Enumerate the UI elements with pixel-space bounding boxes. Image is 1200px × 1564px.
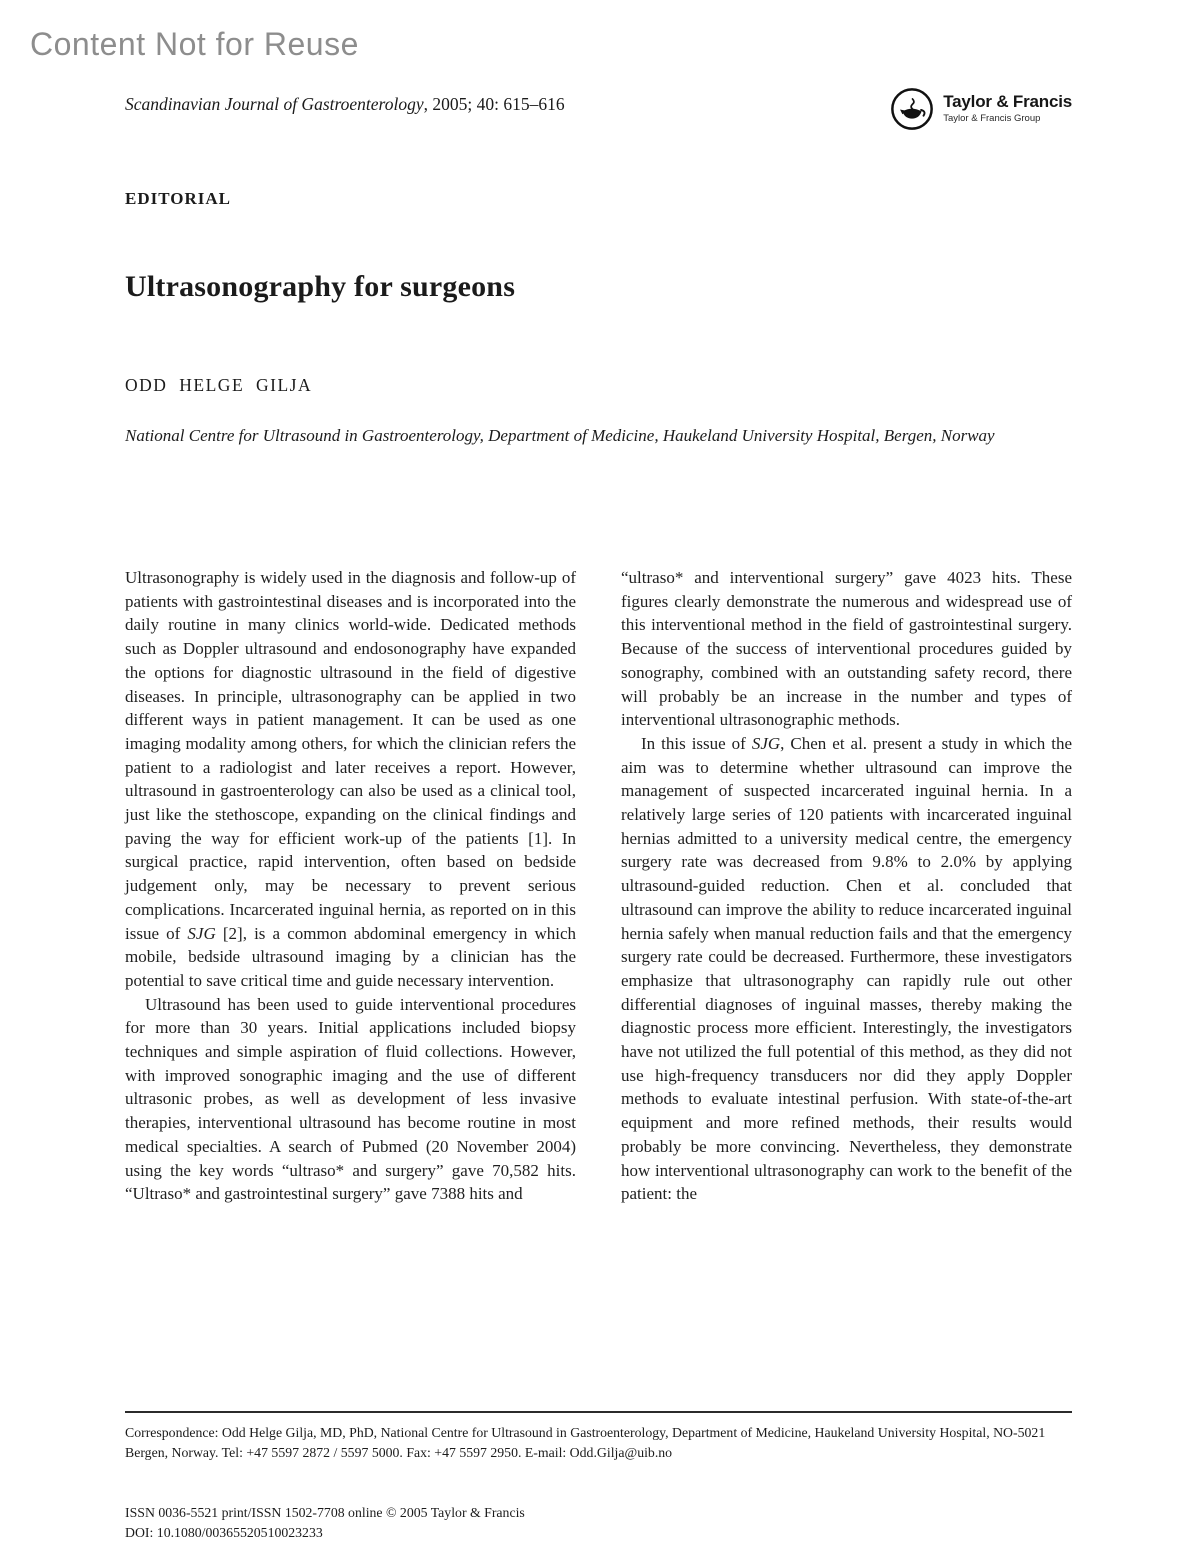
article-paragraph: Ultrasound has been used to guide interventional procedures for more than 30 years. Initial applications included biopsy techniques and simple aspiration of fluid collections. However, with improved sonographic imaging and the use of different ultrasonic probes, as well as development of less invasive therapies, interventional ultrasound has become routine in most medical specialties. A search of Pubmed (20 November 2004) using the key words “ultraso* and surgery” gave 70,582 hits. “Ultraso* and gastrointestinal surgery” gave 7388 hits and <box>125 994 576 1204</box>
taylor-francis-logo <box>889 86 1072 132</box>
author-affiliation: National Centre for Ultrasound in Gastroenterology, Department of Medicine, Haukeland University Hospital, Bergen, Norway <box>125 426 995 445</box>
right-column <box>621 566 1072 1206</box>
left-column <box>125 566 576 1206</box>
section-label: EDITORIAL <box>125 189 231 208</box>
page-header <box>125 86 1072 132</box>
citation-details: , 2005; 40: 615–616 <box>423 94 565 114</box>
publication-identifiers <box>125 1503 525 1543</box>
footnote-divider <box>125 1411 1072 1413</box>
article-paragraph: In this issue of SJG, Chen et al. present a study in which the aim was to determine whether ultrasound can improve the management of suspected incarcerated inguinal hernia. In a relatively large series of 120 patients with incarcerated inguinal hernias admitted to a university medical centre, the emergency surgery rate was decreased from 9.8% to 2.0% by applying ultrasound-guided reduction. Chen et al. concluded that ultrasound can improve the ability to reduce incarcerated inguinal hernia safely when manual reduction fails and that the emergency surgery rate could be decreased. Furthermore, these investigators emphasize that ultrasonography can rapidly rule out other differential diagnoses of inguinal masses, thereby making the diagnostic process more efficient. Interestingly, the investigators have not utilized the full potential of this method, as they did not use high-frequency transducers nor did they apply Doppler methods to evaluate intestinal perfusion. With state-of-the-art equipment and more refined methods, their results would probably be more convincing. Nevertheless, they demonstrate how interventional ultrasonography can work to the benefit of the patient: the <box>621 733 1072 1204</box>
article-paragraph: “ultraso* and interventional surgery” gave 4023 hits. These figures clearly demonstrate the numerous and widespread use of this interventional method in the field of gastrointestinal surgery. Because of the success of interventional procedures guided by sonography, combined with an outstanding safety record, there will probably be an increase in the number and types of interventional ultrasonographic methods. <box>621 568 1072 730</box>
journal-citation <box>125 94 565 115</box>
article-body <box>125 566 1072 1206</box>
doi-line: DOI: 10.1080/00365520510023233 <box>125 1525 323 1540</box>
correspondence-note: Correspondence: Odd Helge Gilja, MD, PhD, National Centre for Ultrasound in Gastroenterology, Department of Medicine, Haukeland University Hospital, NO-5021 Bergen, Norway. Tel: +47 5597 2872 / 5597 5000. Fax: +47 5597 2950. E-mail: Odd.Gilja@uib.no <box>125 1425 1046 1460</box>
content-not-for-reuse-watermark: Content Not for Reuse <box>30 26 359 62</box>
oil-lamp-icon <box>889 86 935 132</box>
article-title: Ultrasonography for surgeons <box>125 270 516 303</box>
publisher-name: Taylor & Francis <box>943 92 1072 112</box>
issn-line: ISSN 0036-5521 print/ISSN 1502-7708 online © 2005 Taylor & Francis <box>125 1505 525 1520</box>
publisher-group-label: Taylor & Francis Group <box>943 113 1041 125</box>
article-paragraph: Ultrasonography is widely used in the diagnosis and follow-up of patients with gastrointestinal diseases and is incorporated into the daily routine in many clinics world-wide. Dedicated methods such as Doppler ultrasound and endosonography have expanded the options for diagnostic ultrasound in the field of digestive diseases. In principle, ultrasonography can be applied in two different ways in patient management. It can be used as one imaging modality among others, for which the clinician refers the patient to a radiologist and later receives a report. However, ultrasound in gastroenterology can also be used as a clinical tool, just like the stethoscope, expanding on the clinical findings and paving the way for efficient work-up of the patients [1]. In surgical practice, rapid intervention, often based on bedside judgement only, may be necessary to prevent serious complications. Incarcerated inguinal hernia, as reported on in this issue of SJG [2], is a common abdominal emergency in which mobile, bedside ultrasound imaging by a clinician has the potential to save critical time and guide necessary intervention. <box>125 568 576 990</box>
journal-name: Scandinavian Journal of Gastroenterology <box>125 94 424 114</box>
author-name: ODD HELGE GILJA <box>125 375 313 395</box>
